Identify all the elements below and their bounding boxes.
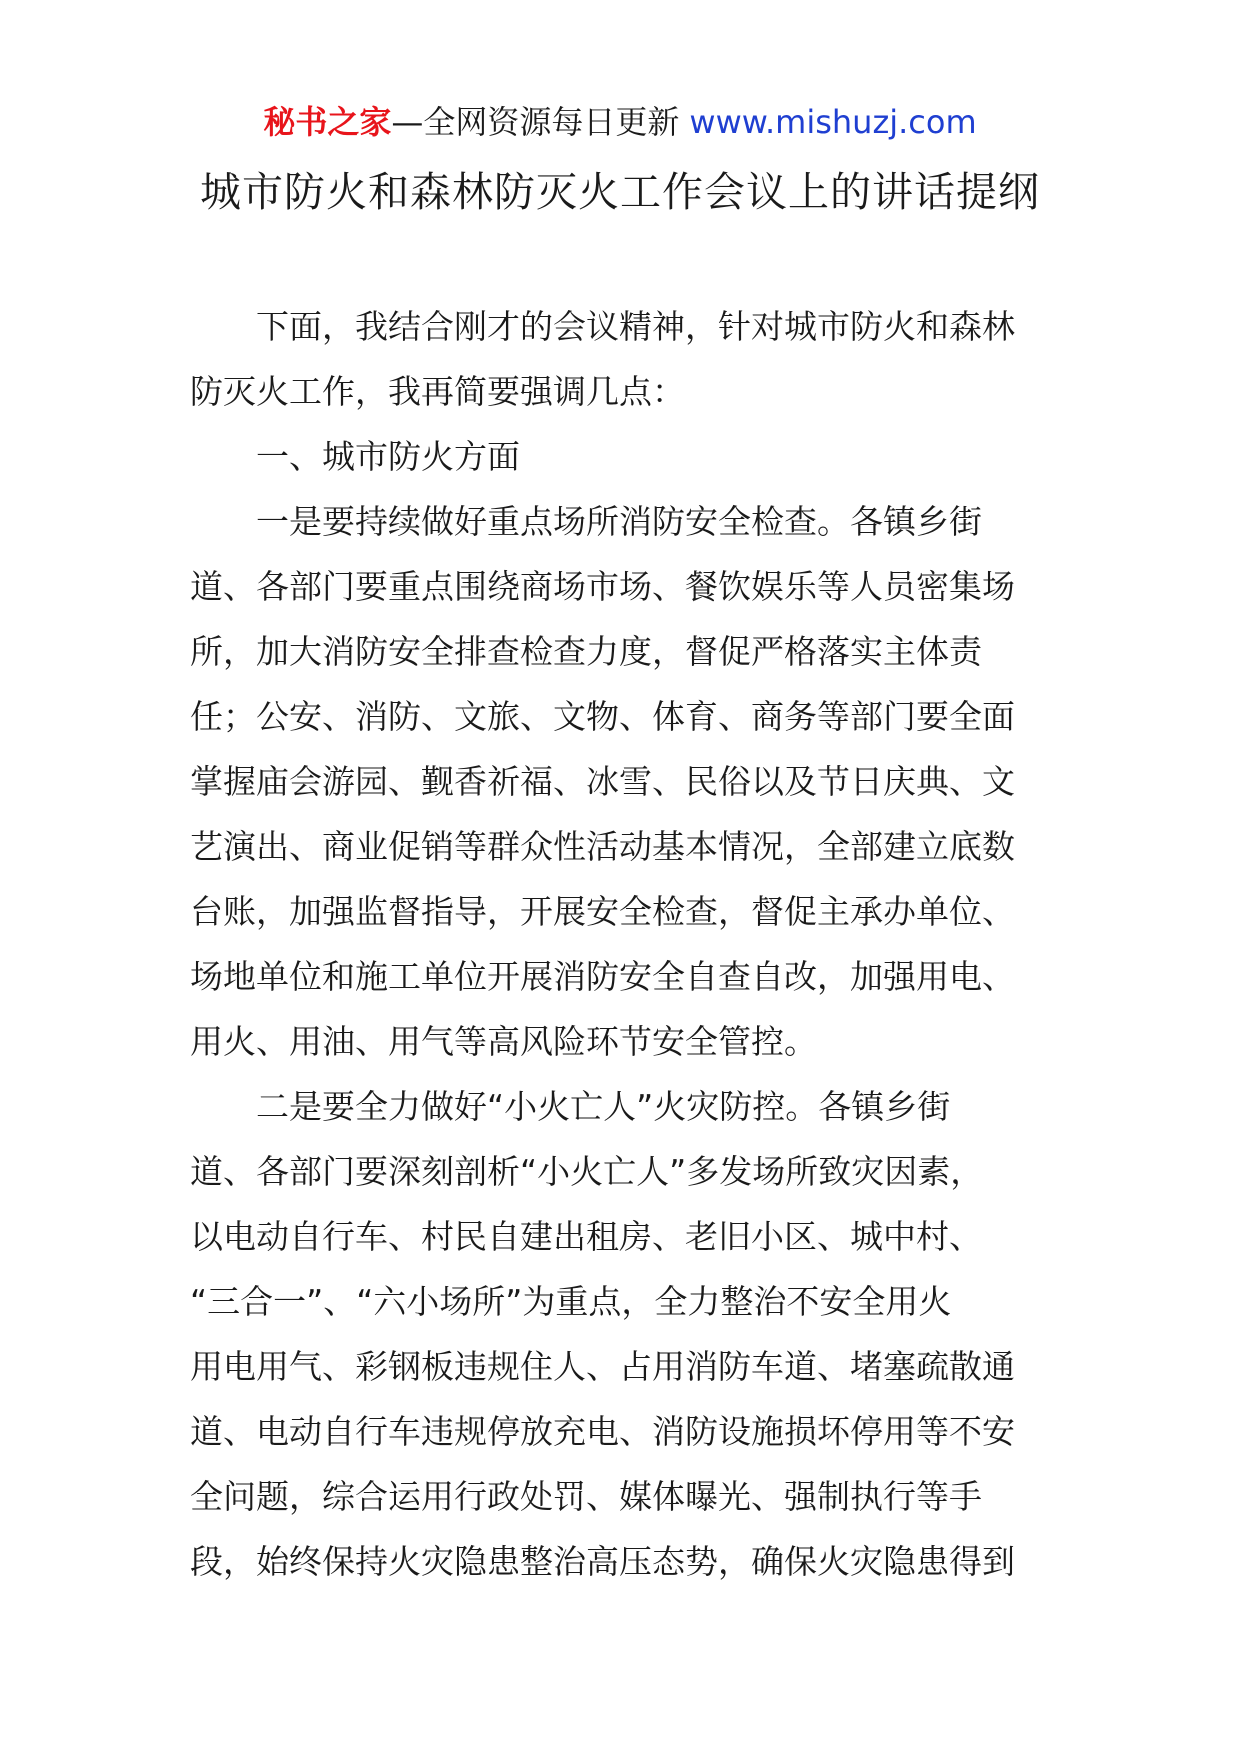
text-line: 掌握庙会游园、觐香祈福、冰雪、民俗以及节日庆典、文: [190, 762, 1015, 801]
text-line: 用火、用油、用气等高风险环节安全管控。: [190, 1022, 817, 1061]
text-line: “三合一”、“六小场所”为重点，全力整治不安全用火: [190, 1282, 952, 1321]
text-line: 台账，加强监督指导，开展安全检查，督促主承办单位、: [190, 892, 1015, 931]
text-line: 道、各部门要重点围绕商场市场、餐饮娱乐等人员密集场: [190, 567, 1015, 606]
site-watermark: [0, 100, 1240, 144]
section-heading: [190, 424, 1058, 489]
text-line: 场地单位和施工单位开展消防安全自查自改，加强用电、: [190, 957, 1015, 996]
intro-paragraph: [190, 294, 1058, 424]
text-line: 所，加大消防安全排查检查力度，督促严格落实主体责: [190, 632, 982, 671]
document-body: [190, 294, 1058, 1594]
text-line: 艺演出、商业促销等群众性活动基本情况，全部建立底数: [190, 827, 1015, 866]
text-line: 用电用气、彩钢板违规住人、占用消防车道、堵塞疏散通: [190, 1347, 1015, 1386]
text-line: 二是要全力做好“小火亡人”火灾防控。各镇乡街: [256, 1087, 951, 1126]
section-heading-text: 一、城市防火方面: [256, 437, 520, 476]
watermark-url-link[interactable]: www.mishuzj.com: [689, 103, 977, 141]
text-line: 全问题，综合运用行政处罚、媒体曝光、强制执行等手: [190, 1477, 982, 1516]
point-two-paragraph: [190, 1074, 1058, 1594]
watermark-brand: 秘书之家: [263, 103, 392, 141]
text-line: 道、各部门要深刻剖析“小火亡人”多发场所致灾因素，: [190, 1152, 984, 1191]
text-line: 以电动自行车、村民自建出租房、老旧小区、城中村、: [190, 1217, 982, 1256]
watermark-slogan: —全网资源每日更新: [391, 103, 680, 141]
text-line: 任；公安、消防、文旅、文物、体育、商务等部门要全面: [190, 697, 1015, 736]
text-line: 下面，我结合刚才的会议精神，针对城市防火和森林: [256, 307, 1015, 346]
point-one-paragraph: [190, 489, 1058, 1074]
text-line: 段，始终保持火灾隐患整治高压态势，确保火灾隐患得到: [190, 1542, 1015, 1581]
text-line: 道、电动自行车违规停放充电、消防设施损坏停用等不安: [190, 1412, 1015, 1451]
text-line: 防灭火工作，我再简要强调几点：: [190, 372, 685, 411]
document-title: 城市防火和森林防灭火工作会议上的讲话提纲: [200, 168, 1040, 216]
text-line: 一是要持续做好重点场所消防安全检查。各镇乡街: [256, 502, 982, 541]
